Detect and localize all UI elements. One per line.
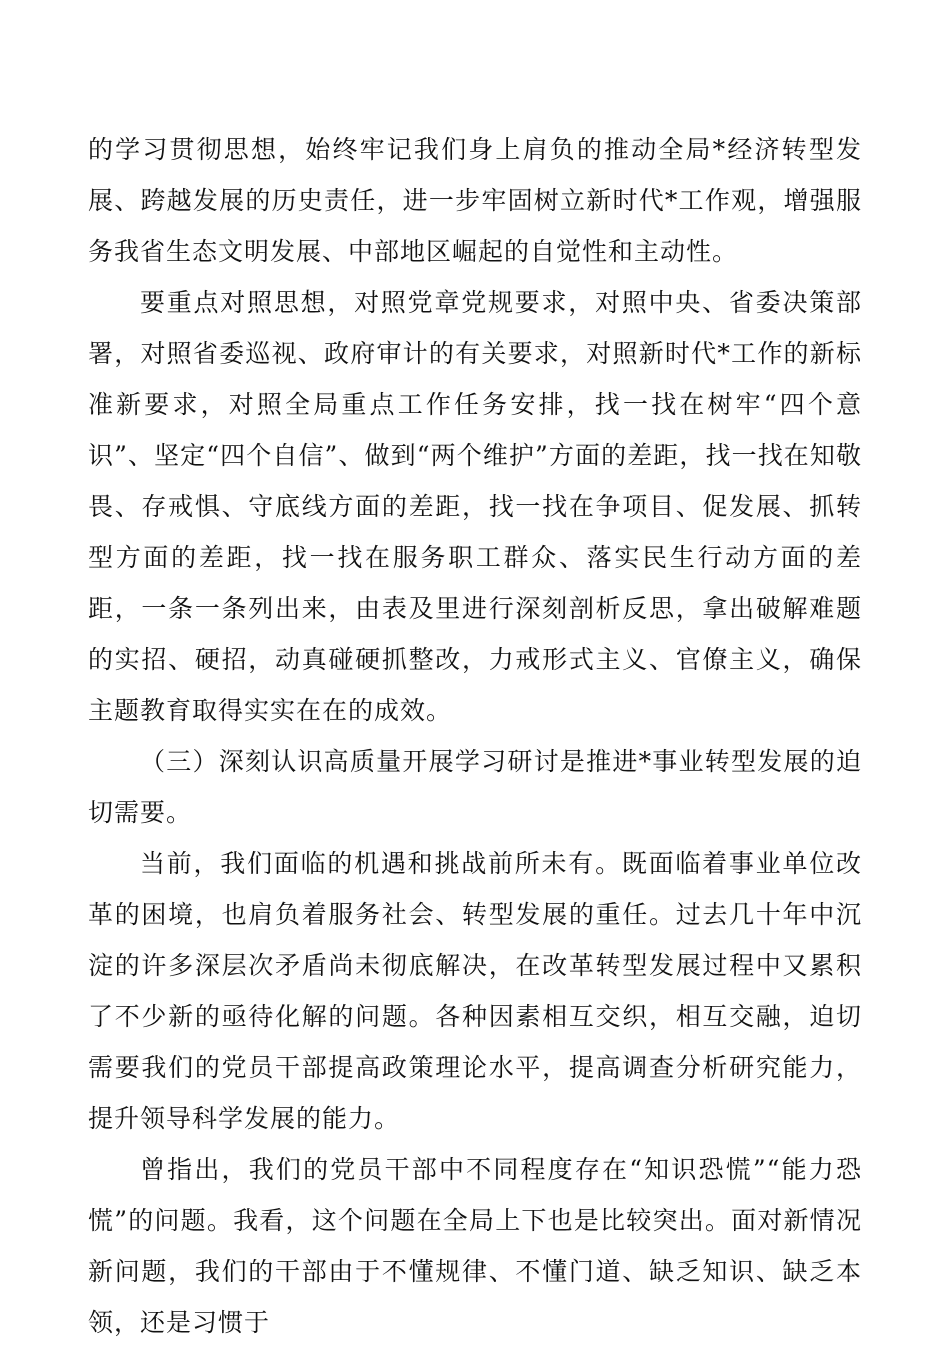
section-heading-three: （三）深刻认识高质量开展学习研讨是推进*事业转型发展的迫切需要。 — [88, 747, 862, 827]
paragraph-knowledge-panic: 曾指出，我们的党员干部中不同程度存在“知识恐慌”“能力恐慌”的问题。我看，这个问题在全局上下也是比较突出。面对新情况新问题，我们的干部由于不懂规律、不懂门道、缺乏知识、缺乏本领，还是习惯于 — [88, 1155, 862, 1337]
paragraph-opportunities-challenges: 当前，我们面临的机遇和挑战前所未有。既面临着事业单位改革的困境，也肩负着服务社会、转型发展的重任。过去几十年中沉淀的许多深层次矛盾尚未彻底解决，在改革转型发展过程中又累积了不少新的亟待化解的问题。各种因素相互交织，相互交融，迫切需要我们的党员干部提高政策理论水平，提高调查分析研究能力，提升领导科学发展的能力。 — [88, 849, 862, 1133]
document-body — [88, 124, 862, 1348]
paragraph-continuation: 的学习贯彻思想，始终牢记我们身上肩负的推动全局*经济转型发展、跨越发展的历史责任，进一步牢固树立新时代*工作观，增强服务我省生态文明发展、中部地区崛起的自觉性和主动性。 — [88, 135, 862, 266]
paragraph-comparison-requirements: 要重点对照思想，对照党章党规要求，对照中央、省委决策部署，对照省委巡视、政府审计的有关要求，对照新时代*工作的新标准新要求，对照全局重点工作任务安排，找一找在树牢“四个意识”、坚定“四个自信”、做到“两个维护”方面的差距，找一找在知敬畏、存戒惧、守底线方面的差距，找一找在争项目、促发展、抓转型方面的差距，找一找在服务职工群众、落实民生行动方面的差距，一条一条列出来，由表及里进行深刻剖析反思，拿出破解难题的实招、硬招，动真碰硬抓整改，力戒形式主义、官僚主义，确保主题教育取得实实在在的成效。 — [88, 288, 862, 725]
